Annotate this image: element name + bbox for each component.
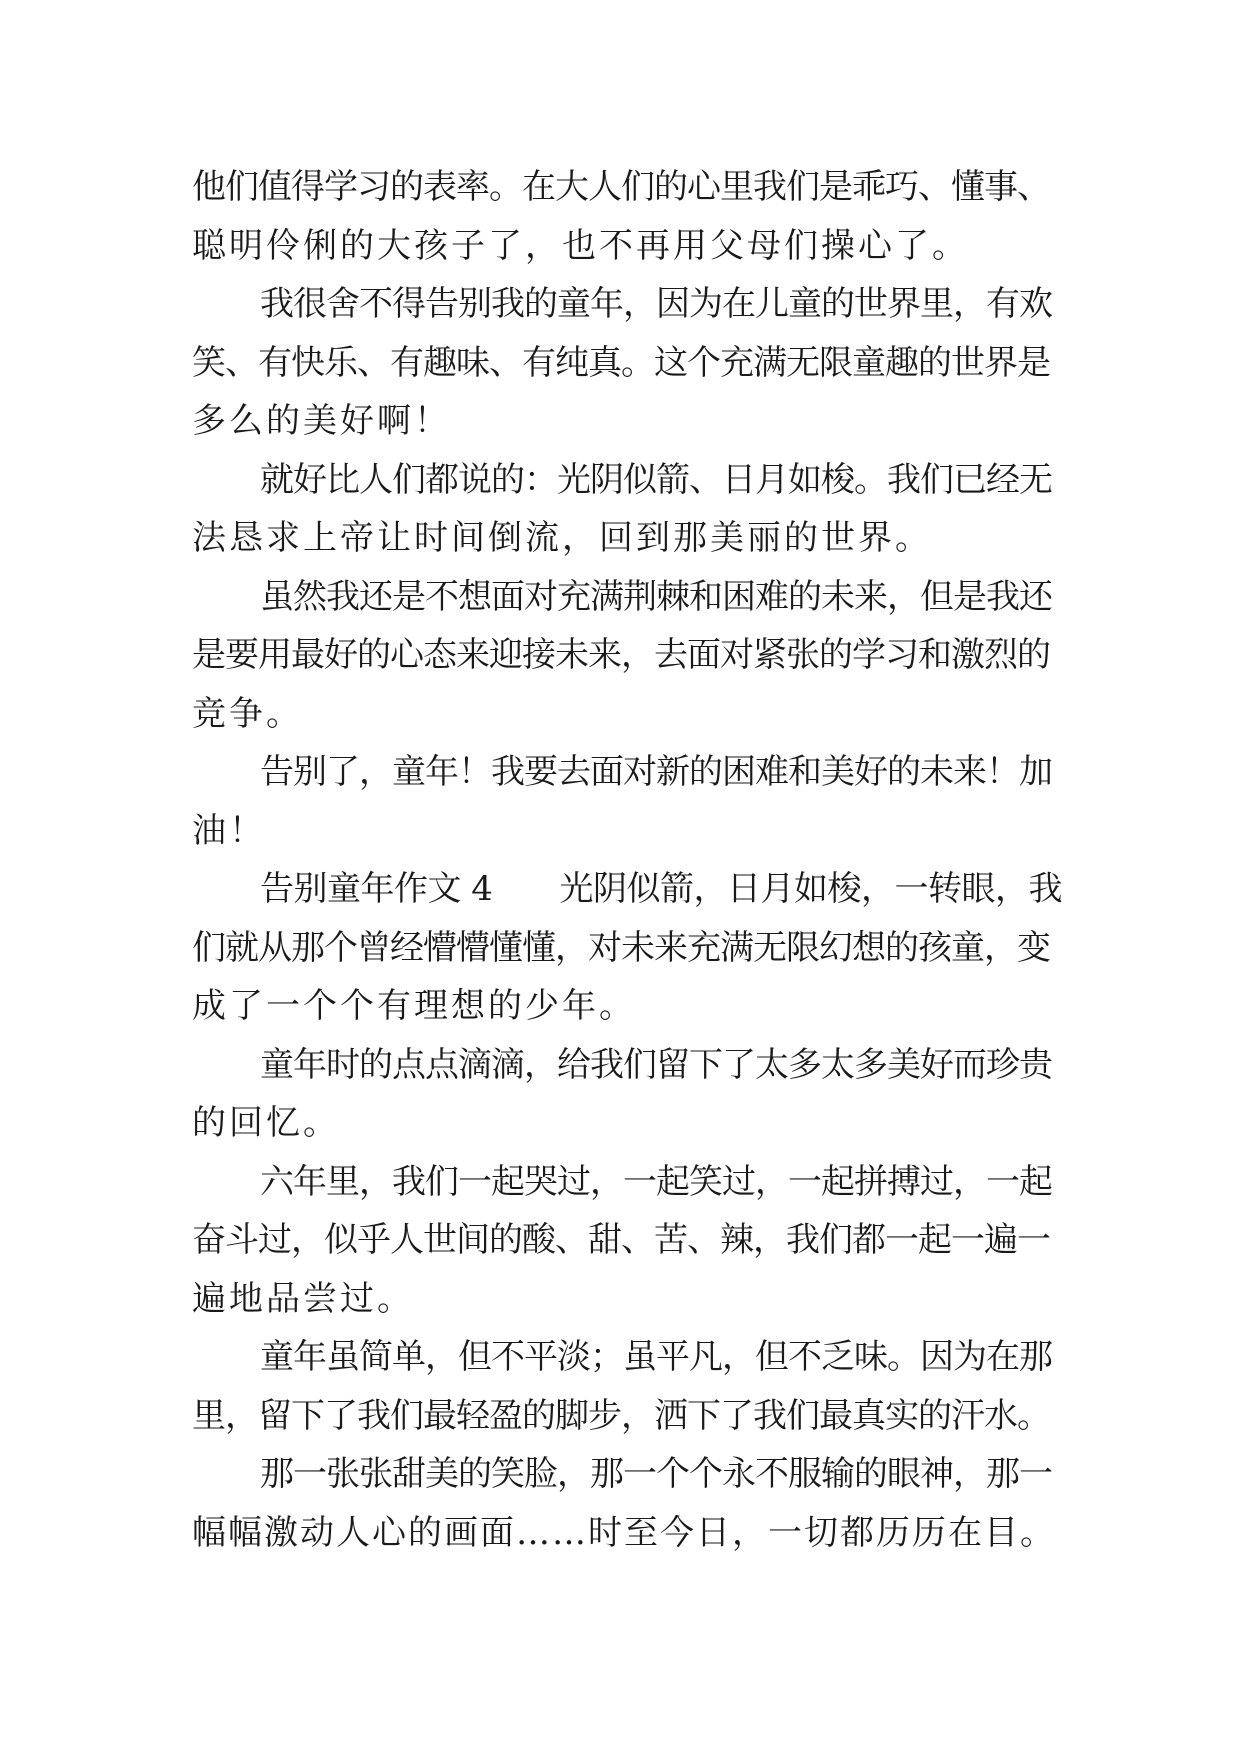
- text-line: 奋斗过，似乎人世间的酸、甜、苦、辣，我们都一起一遍一: [192, 1220, 1050, 1260]
- text-line: 是要用最好的心态来迎接未来，去面对紧张的学习和激烈的: [192, 635, 1050, 675]
- text-line: 就好比人们都说的：光阴似箭、日月如梭。我们已经无: [260, 459, 1052, 500]
- text-line: 六年里，我们一起哭过，一起笑过，一起拼搏过，一起: [260, 1161, 1052, 1202]
- text-line: 那一张张甜美的笑脸，那一个个永不服输的眼神，那一: [260, 1454, 1052, 1494]
- text-line: 多么的美好啊！: [192, 401, 451, 441]
- text-line: 童年虽简单，但不平淡；虽平凡，但不乏味。因为在那: [260, 1337, 1052, 1377]
- text-line: 虽然我还是不想面对充满荆棘和困难的未来，但是我还: [260, 576, 1052, 617]
- text-line: 笑、有快乐、有趣味、有纯真。这个充满无限童趣的世界是: [192, 342, 1050, 383]
- text-line: 油！: [192, 810, 266, 851]
- text-line: 法恳求上帝让时间倒流，回到那美丽的世界。: [192, 518, 932, 558]
- text-line: 里，留下了我们最轻盈的脚步，洒下了我们最真实的汗水。: [192, 1395, 1050, 1436]
- text-line: 成了一个个有理想的少年。: [192, 986, 636, 1026]
- text-line: 聪明伶俐的大孩子了，也不再用父母们操心了。: [192, 225, 969, 266]
- text-line: 幅幅激动人心的画面……时至今日，一切都历历在目。: [192, 1512, 1056, 1553]
- text-line: 竞争。: [192, 693, 303, 734]
- text-line: 他们值得学习的表率。在大人们的心里我们是乖巧、懂事、: [192, 167, 1050, 207]
- text-line: 童年时的点点滴滴，给我们留下了太多太多美好而珍贵: [260, 1044, 1052, 1085]
- text-line: 我很舍不得告别我的童年，因为在儿童的世界里，有欢: [260, 284, 1052, 324]
- text-line: 们就从那个曾经懵懵懂懂，对未来充满无限幻想的孩童，变: [192, 927, 1050, 968]
- text-line: 告别童年作文 4 光阴似箭，日月如梭，一转眼，我: [260, 869, 1062, 909]
- essay-body: [192, 158, 1062, 1562]
- text-line: 的回忆。: [192, 1103, 340, 1143]
- text-line: 告别了，童年！我要去面对新的困难和美好的未来！加: [260, 752, 1052, 792]
- text-line: 遍地品尝过。: [192, 1278, 414, 1319]
